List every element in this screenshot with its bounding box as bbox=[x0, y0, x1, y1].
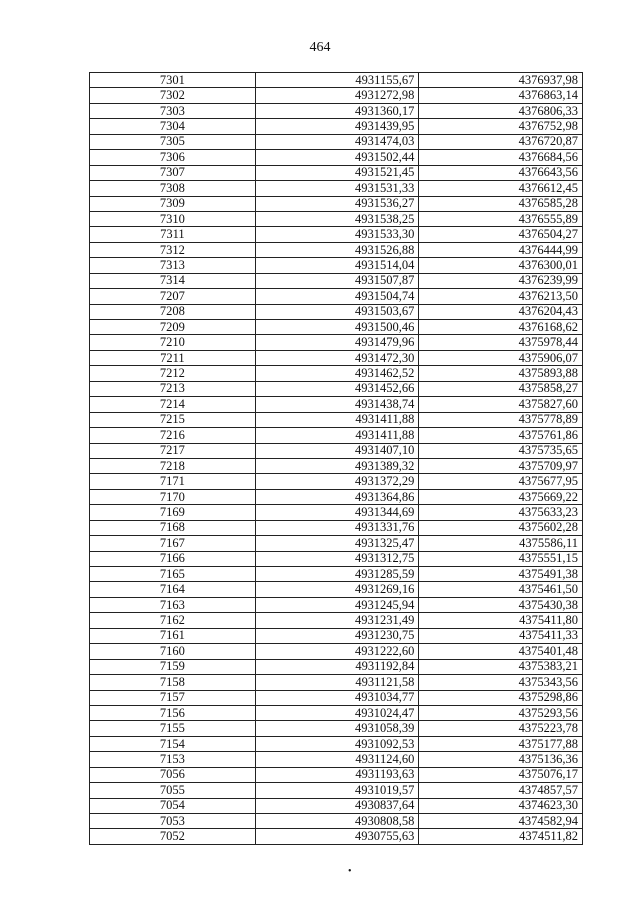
x-coordinate-cell: 4931502,44 bbox=[255, 150, 419, 165]
y-coordinate-cell: 4376213,50 bbox=[419, 289, 583, 304]
y-coordinate-cell: 4375411,33 bbox=[419, 628, 583, 643]
point-number-cell: 7308 bbox=[90, 181, 256, 196]
x-coordinate-cell: 4931193,63 bbox=[255, 767, 419, 782]
y-coordinate-cell: 4376937,98 bbox=[419, 73, 583, 88]
point-number-cell: 7154 bbox=[90, 736, 256, 751]
table-row bbox=[90, 289, 583, 304]
y-coordinate-cell: 4376752,98 bbox=[419, 119, 583, 134]
y-coordinate-cell: 4375223,78 bbox=[419, 721, 583, 736]
y-coordinate-cell: 4375669,22 bbox=[419, 489, 583, 504]
table-row bbox=[90, 736, 583, 751]
x-coordinate-cell: 4931019,57 bbox=[255, 783, 419, 798]
x-coordinate-cell: 4931439,95 bbox=[255, 119, 419, 134]
table-row bbox=[90, 397, 583, 412]
table-row bbox=[90, 536, 583, 551]
point-number-cell: 7054 bbox=[90, 798, 256, 813]
point-number-cell: 7306 bbox=[90, 150, 256, 165]
y-coordinate-cell: 4374857,57 bbox=[419, 783, 583, 798]
point-number-cell: 7310 bbox=[90, 211, 256, 226]
table-row bbox=[90, 721, 583, 736]
table-row bbox=[90, 752, 583, 767]
table-row bbox=[90, 134, 583, 149]
y-coordinate-cell: 4376863,14 bbox=[419, 88, 583, 103]
point-number-cell: 7215 bbox=[90, 412, 256, 427]
y-coordinate-cell: 4374511,82 bbox=[419, 829, 583, 844]
x-coordinate-cell: 4931514,04 bbox=[255, 258, 419, 273]
x-coordinate-cell: 4931479,96 bbox=[255, 335, 419, 350]
point-number-cell: 7208 bbox=[90, 304, 256, 319]
table-row bbox=[90, 443, 583, 458]
x-coordinate-cell: 4931500,46 bbox=[255, 320, 419, 335]
table-row bbox=[90, 320, 583, 335]
point-number-cell: 7153 bbox=[90, 752, 256, 767]
y-coordinate-cell: 4375761,86 bbox=[419, 428, 583, 443]
point-number-cell: 7216 bbox=[90, 428, 256, 443]
table-row bbox=[90, 829, 583, 844]
point-number-cell: 7209 bbox=[90, 320, 256, 335]
y-coordinate-cell: 4376204,43 bbox=[419, 304, 583, 319]
y-coordinate-cell: 4375293,56 bbox=[419, 705, 583, 720]
table-row bbox=[90, 366, 583, 381]
table-row bbox=[90, 675, 583, 690]
x-coordinate-cell: 4931092,53 bbox=[255, 736, 419, 751]
table-row bbox=[90, 165, 583, 180]
point-number-cell: 7170 bbox=[90, 489, 256, 504]
x-coordinate-cell: 4931222,60 bbox=[255, 644, 419, 659]
x-coordinate-cell: 4931452,66 bbox=[255, 381, 419, 396]
point-number-cell: 7303 bbox=[90, 103, 256, 118]
table-row bbox=[90, 474, 583, 489]
y-coordinate-cell: 4375858,27 bbox=[419, 381, 583, 396]
table-row bbox=[90, 88, 583, 103]
x-coordinate-cell: 4931474,03 bbox=[255, 134, 419, 149]
table-row bbox=[90, 258, 583, 273]
x-coordinate-cell: 4931230,75 bbox=[255, 628, 419, 643]
x-coordinate-cell: 4931503,67 bbox=[255, 304, 419, 319]
table-row bbox=[90, 428, 583, 443]
point-number-cell: 7169 bbox=[90, 505, 256, 520]
table-row bbox=[90, 520, 583, 535]
x-coordinate-cell: 4931024,47 bbox=[255, 705, 419, 720]
x-coordinate-cell: 4931521,45 bbox=[255, 165, 419, 180]
table-row bbox=[90, 582, 583, 597]
x-coordinate-cell: 4931058,39 bbox=[255, 721, 419, 736]
x-coordinate-cell: 4931472,30 bbox=[255, 350, 419, 365]
table-row bbox=[90, 783, 583, 798]
x-coordinate-cell: 4930755,63 bbox=[255, 829, 419, 844]
y-coordinate-cell: 4375401,48 bbox=[419, 644, 583, 659]
point-number-cell: 7305 bbox=[90, 134, 256, 149]
table-row bbox=[90, 767, 583, 782]
x-coordinate-cell: 4931344,69 bbox=[255, 505, 419, 520]
y-coordinate-cell: 4375343,56 bbox=[419, 675, 583, 690]
table-row bbox=[90, 458, 583, 473]
bottom-mark: • bbox=[348, 866, 352, 877]
y-coordinate-cell: 4375677,95 bbox=[419, 474, 583, 489]
point-number-cell: 7314 bbox=[90, 273, 256, 288]
point-number-cell: 7053 bbox=[90, 814, 256, 829]
table-row bbox=[90, 597, 583, 612]
coordinates-table bbox=[89, 72, 583, 845]
table-row bbox=[90, 489, 583, 504]
point-number-cell: 7166 bbox=[90, 551, 256, 566]
x-coordinate-cell: 4931231,49 bbox=[255, 613, 419, 628]
y-coordinate-cell: 4375827,60 bbox=[419, 397, 583, 412]
table-row bbox=[90, 798, 583, 813]
point-number-cell: 7301 bbox=[90, 73, 256, 88]
y-coordinate-cell: 4376555,89 bbox=[419, 211, 583, 226]
x-coordinate-cell: 4930837,64 bbox=[255, 798, 419, 813]
point-number-cell: 7156 bbox=[90, 705, 256, 720]
y-coordinate-cell: 4375177,88 bbox=[419, 736, 583, 751]
x-coordinate-cell: 4931364,86 bbox=[255, 489, 419, 504]
x-coordinate-cell: 4931438,74 bbox=[255, 397, 419, 412]
x-coordinate-cell: 4931325,47 bbox=[255, 536, 419, 551]
point-number-cell: 7056 bbox=[90, 767, 256, 782]
y-coordinate-cell: 4376806,33 bbox=[419, 103, 583, 118]
x-coordinate-cell: 4931285,59 bbox=[255, 567, 419, 582]
table-row bbox=[90, 505, 583, 520]
point-number-cell: 7214 bbox=[90, 397, 256, 412]
y-coordinate-cell: 4375602,28 bbox=[419, 520, 583, 535]
table-row bbox=[90, 196, 583, 211]
x-coordinate-cell: 4931272,98 bbox=[255, 88, 419, 103]
point-number-cell: 7207 bbox=[90, 289, 256, 304]
point-number-cell: 7212 bbox=[90, 366, 256, 381]
y-coordinate-cell: 4376504,27 bbox=[419, 227, 583, 242]
table-row bbox=[90, 227, 583, 242]
table-row bbox=[90, 412, 583, 427]
x-coordinate-cell: 4931526,88 bbox=[255, 242, 419, 257]
point-number-cell: 7163 bbox=[90, 597, 256, 612]
point-number-cell: 7302 bbox=[90, 88, 256, 103]
point-number-cell: 7171 bbox=[90, 474, 256, 489]
table-row bbox=[90, 119, 583, 134]
x-coordinate-cell: 4931462,52 bbox=[255, 366, 419, 381]
y-coordinate-cell: 4375586,11 bbox=[419, 536, 583, 551]
y-coordinate-cell: 4376720,87 bbox=[419, 134, 583, 149]
table-row bbox=[90, 690, 583, 705]
y-coordinate-cell: 4375430,38 bbox=[419, 597, 583, 612]
x-coordinate-cell: 4931536,27 bbox=[255, 196, 419, 211]
table-row bbox=[90, 628, 583, 643]
y-coordinate-cell: 4375551,15 bbox=[419, 551, 583, 566]
y-coordinate-cell: 4376239,99 bbox=[419, 273, 583, 288]
point-number-cell: 7213 bbox=[90, 381, 256, 396]
table-row bbox=[90, 304, 583, 319]
y-coordinate-cell: 4375778,89 bbox=[419, 412, 583, 427]
y-coordinate-cell: 4375136,36 bbox=[419, 752, 583, 767]
y-coordinate-cell: 4376684,56 bbox=[419, 150, 583, 165]
x-coordinate-cell: 4931372,29 bbox=[255, 474, 419, 489]
table-row bbox=[90, 181, 583, 196]
point-number-cell: 7218 bbox=[90, 458, 256, 473]
y-coordinate-cell: 4376612,45 bbox=[419, 181, 583, 196]
point-number-cell: 7313 bbox=[90, 258, 256, 273]
y-coordinate-cell: 4375893,88 bbox=[419, 366, 583, 381]
x-coordinate-cell: 4931312,75 bbox=[255, 551, 419, 566]
y-coordinate-cell: 4375978,44 bbox=[419, 335, 583, 350]
table-row bbox=[90, 350, 583, 365]
y-coordinate-cell: 4375735,65 bbox=[419, 443, 583, 458]
y-coordinate-cell: 4376585,28 bbox=[419, 196, 583, 211]
point-number-cell: 7159 bbox=[90, 659, 256, 674]
y-coordinate-cell: 4374582,94 bbox=[419, 814, 583, 829]
table-row bbox=[90, 335, 583, 350]
x-coordinate-cell: 4931192,84 bbox=[255, 659, 419, 674]
point-number-cell: 7217 bbox=[90, 443, 256, 458]
y-coordinate-cell: 4375633,23 bbox=[419, 505, 583, 520]
table-row bbox=[90, 242, 583, 257]
x-coordinate-cell: 4931538,25 bbox=[255, 211, 419, 226]
table-row bbox=[90, 705, 583, 720]
x-coordinate-cell: 4931411,88 bbox=[255, 412, 419, 427]
table-row bbox=[90, 659, 583, 674]
y-coordinate-cell: 4375906,07 bbox=[419, 350, 583, 365]
point-number-cell: 7157 bbox=[90, 690, 256, 705]
y-coordinate-cell: 4376168,62 bbox=[419, 320, 583, 335]
page-number: 464 bbox=[309, 40, 331, 55]
point-number-cell: 7155 bbox=[90, 721, 256, 736]
x-coordinate-cell: 4931269,16 bbox=[255, 582, 419, 597]
point-number-cell: 7160 bbox=[90, 644, 256, 659]
table-row bbox=[90, 814, 583, 829]
point-number-cell: 7165 bbox=[90, 567, 256, 582]
y-coordinate-cell: 4376300,01 bbox=[419, 258, 583, 273]
y-coordinate-cell: 4375076,17 bbox=[419, 767, 583, 782]
table-row bbox=[90, 567, 583, 582]
x-coordinate-cell: 4931331,76 bbox=[255, 520, 419, 535]
table-row bbox=[90, 273, 583, 288]
y-coordinate-cell: 4375411,80 bbox=[419, 613, 583, 628]
y-coordinate-cell: 4376444,99 bbox=[419, 242, 583, 257]
x-coordinate-cell: 4931411,88 bbox=[255, 428, 419, 443]
table-row bbox=[90, 103, 583, 118]
x-coordinate-cell: 4931124,60 bbox=[255, 752, 419, 767]
y-coordinate-cell: 4374623,30 bbox=[419, 798, 583, 813]
x-coordinate-cell: 4931245,94 bbox=[255, 597, 419, 612]
x-coordinate-cell: 4931155,67 bbox=[255, 73, 419, 88]
x-coordinate-cell: 4930808,58 bbox=[255, 814, 419, 829]
table-row bbox=[90, 613, 583, 628]
table-row bbox=[90, 73, 583, 88]
point-number-cell: 7161 bbox=[90, 628, 256, 643]
x-coordinate-cell: 4931389,32 bbox=[255, 458, 419, 473]
point-number-cell: 7304 bbox=[90, 119, 256, 134]
x-coordinate-cell: 4931407,10 bbox=[255, 443, 419, 458]
point-number-cell: 7309 bbox=[90, 196, 256, 211]
point-number-cell: 7312 bbox=[90, 242, 256, 257]
point-number-cell: 7158 bbox=[90, 675, 256, 690]
y-coordinate-cell: 4375383,21 bbox=[419, 659, 583, 674]
point-number-cell: 7168 bbox=[90, 520, 256, 535]
x-coordinate-cell: 4931531,33 bbox=[255, 181, 419, 196]
point-number-cell: 7210 bbox=[90, 335, 256, 350]
x-coordinate-cell: 4931360,17 bbox=[255, 103, 419, 118]
x-coordinate-cell: 4931507,87 bbox=[255, 273, 419, 288]
y-coordinate-cell: 4375298,86 bbox=[419, 690, 583, 705]
y-coordinate-cell: 4376643,56 bbox=[419, 165, 583, 180]
point-number-cell: 7211 bbox=[90, 350, 256, 365]
x-coordinate-cell: 4931034,77 bbox=[255, 690, 419, 705]
y-coordinate-cell: 4375461,50 bbox=[419, 582, 583, 597]
y-coordinate-cell: 4375491,38 bbox=[419, 567, 583, 582]
point-number-cell: 7052 bbox=[90, 829, 256, 844]
table-row bbox=[90, 211, 583, 226]
point-number-cell: 7055 bbox=[90, 783, 256, 798]
coordinates-table-body bbox=[90, 73, 583, 845]
table-row bbox=[90, 381, 583, 396]
point-number-cell: 7167 bbox=[90, 536, 256, 551]
table-row bbox=[90, 150, 583, 165]
point-number-cell: 7307 bbox=[90, 165, 256, 180]
point-number-cell: 7164 bbox=[90, 582, 256, 597]
table-row bbox=[90, 551, 583, 566]
x-coordinate-cell: 4931533,30 bbox=[255, 227, 419, 242]
x-coordinate-cell: 4931121,58 bbox=[255, 675, 419, 690]
table-row bbox=[90, 644, 583, 659]
point-number-cell: 7311 bbox=[90, 227, 256, 242]
point-number-cell: 7162 bbox=[90, 613, 256, 628]
x-coordinate-cell: 4931504,74 bbox=[255, 289, 419, 304]
y-coordinate-cell: 4375709,97 bbox=[419, 458, 583, 473]
